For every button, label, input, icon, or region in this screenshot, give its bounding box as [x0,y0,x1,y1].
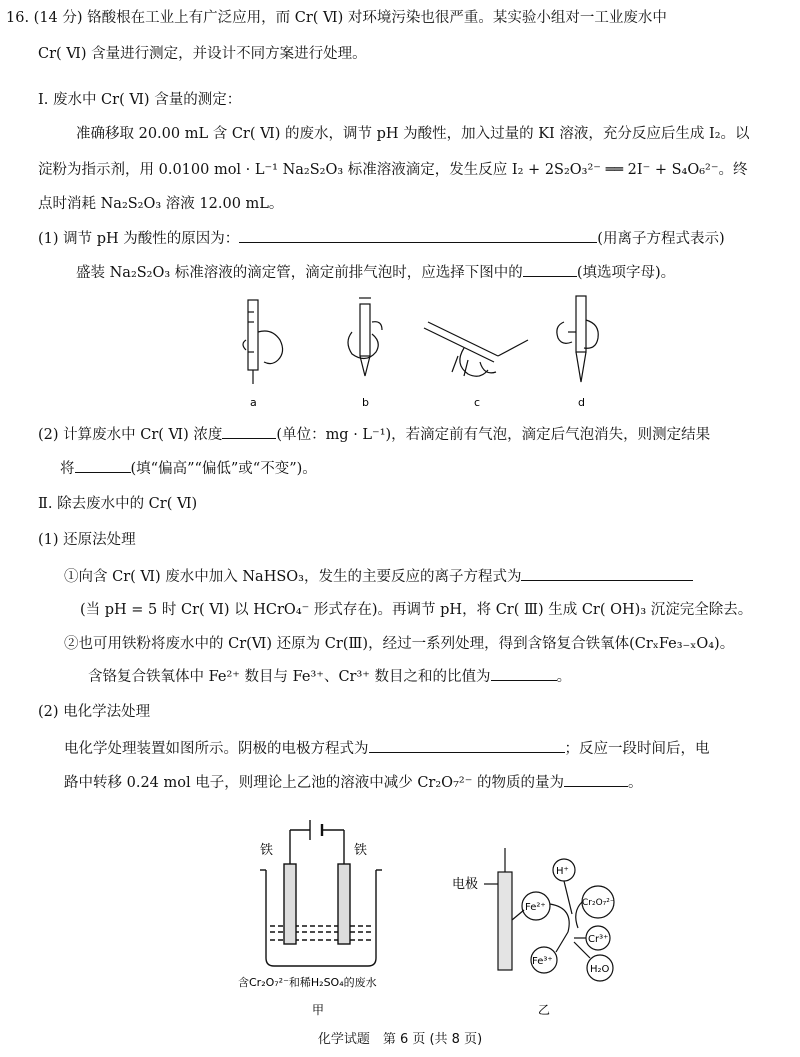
figure-label-c: c [474,396,481,409]
figure-option-a [243,300,283,384]
section-2-part2-title: (2) 电化学法处理 [38,704,151,720]
q2-prefix: 将 [60,461,75,477]
label-jia: 甲 [312,1003,325,1017]
figure-option-d [557,296,598,382]
s2-1a-prompt: ①向含 Cr( Ⅵ) 废水中加入 NaHSO₃，发生的主要反应的离子方程式为 [64,569,522,585]
q2-continued: (单位：mg · L⁻¹)，若滴定前有气泡，滴定后气泡消失，则测定结果 [276,427,711,443]
label-electrode: 电极 [452,877,479,892]
section-1-para-line2: 淀粉为指示剂，用 0.0100 mol · L⁻¹ Na₂S₂O₃ 标准溶液滴定，发生反应 I₂ + 2S₂O₃²⁻ ══ 2I⁻ + S₄O₆²⁻。终 [38,162,748,178]
figure-label-d: d [578,396,585,409]
burette-figure [228,292,618,412]
q2-concentration-blank[interactable] [222,424,276,439]
label-solution: 含Cr₂O₇²⁻和稀H₂SO₄的废水 [238,976,377,989]
q1-prompt: (1) 调节 pH 为酸性的原因为： [38,231,240,247]
section-1-title: Ⅰ. 废水中 Cr( Ⅵ) 含量的测定： [38,92,242,108]
molecule-h2o: H₂O [590,964,610,975]
question-header-line2: Cr( Ⅵ) 含量进行测定，并设计不同方案进行处理。 [38,46,367,62]
section-2-part2-line1 [64,738,710,759]
q1-hint: (用离子方程式表示) [597,231,725,247]
figure-option-c [424,322,528,376]
page-footer: 化学试题 第 6 页 (共 8 页) [317,1032,483,1047]
figure-label-b: b [362,396,369,409]
s2-2a-prompt: 电化学处理装置如图所示。阴极的电极方程式为 [64,741,369,757]
s2-1d-prompt: 含铬复合铁氧体中 Fe²⁺ 数目与 Fe³⁺、Cr³⁺ 数目之和的比值为 [88,669,491,685]
ion-hplus: H⁺ [556,866,569,877]
q2-prompt: (2) 计算废水中 Cr( Ⅵ) 浓度 [38,427,223,443]
s2-2c-end: 。 [627,775,643,791]
electrochemistry-figure [226,808,646,1022]
section-2-part1-line1 [64,566,693,587]
ion-fe2: Fe²⁺ [525,902,546,913]
section-2-part1-line2: (当 pH = 5 时 Cr( Ⅵ) 以 HCrO₄⁻ 形式存在)。再调节 pH，将 Cr( Ⅲ) 生成 Cr( OH)₃ 沉淀完全除去。 [80,602,753,618]
ion-fe3: Fe³⁺ [532,956,553,967]
s2-2b-text: ；反应一段时间后，电 [564,741,710,757]
s2-2c-prompt: 路中转移 0.24 mol 电子，则理论上乙池的溶液中减少 Cr₂O₇²⁻ 的物质的量为 [64,775,564,791]
q2-hint: (填“偏高”“偏低”或“不变”)。 [130,461,317,477]
section-2-part1-line3: ②也可用铁粉将废水中的 Cr(Ⅵ) 还原为 Cr(Ⅲ)，经过一系列处理，得到含铬复合铁氧体(CrₓFe₃₋ₓO₄)。 [64,636,735,652]
s2-2c-amount-blank[interactable] [564,772,628,787]
s2-1a-equation-blank[interactable] [521,566,693,581]
section-2-title: Ⅱ. 除去废水中的 Cr( Ⅵ) [38,496,198,512]
s2-2a-cathode-blank[interactable] [369,738,565,753]
figure-label-a: a [250,396,257,409]
q1-line1 [38,228,725,249]
label-iron-left: 铁 [260,843,274,858]
s2-1d-ratio-blank[interactable] [491,666,557,681]
ion-cr2o7: Cr₂O₇²⁻ [582,898,615,908]
section-2-part2-line2 [64,772,642,793]
q1-line2 [76,262,675,283]
q1-answer-blank[interactable] [239,228,597,243]
ion-cr3: Cr³⁺ [588,934,609,945]
figure-option-b [348,298,382,376]
section-1-para-line3: 点时消耗 Na₂S₂O₃ 溶液 12.00 mL。 [38,196,284,212]
section-2-part1-line4 [88,666,571,687]
cell-jia [260,820,382,966]
q1-burette-hint: (填选项字母)。 [576,265,676,281]
section-2-part1-title: (1) 还原法处理 [38,532,136,548]
q1-burette-blank[interactable] [523,262,577,277]
question-header-line1: 16. (14 分) 铬酸根在工业上有广泛应用，而 Cr( Ⅵ) 对环境污染也很严重。某实验小组对一工业废水中 [6,10,667,26]
q2-result-blank[interactable] [75,458,131,473]
q2-line1 [38,424,710,445]
section-1-para-line1: 准确移取 20.00 mL 含 Cr( Ⅵ) 的废水，调节 pH 为酸性，加入过量的 KI 溶液，充分反应后生成 I₂。以 [76,126,750,142]
q2-line2 [60,458,317,479]
s2-1d-end: 。 [556,669,572,685]
label-yi: 乙 [538,1003,551,1017]
q1-burette-prompt: 盛装 Na₂S₂O₃ 标准溶液的滴定管，滴定前排气泡时，应选择下图中的 [76,265,523,281]
label-iron-right: 铁 [354,843,368,858]
